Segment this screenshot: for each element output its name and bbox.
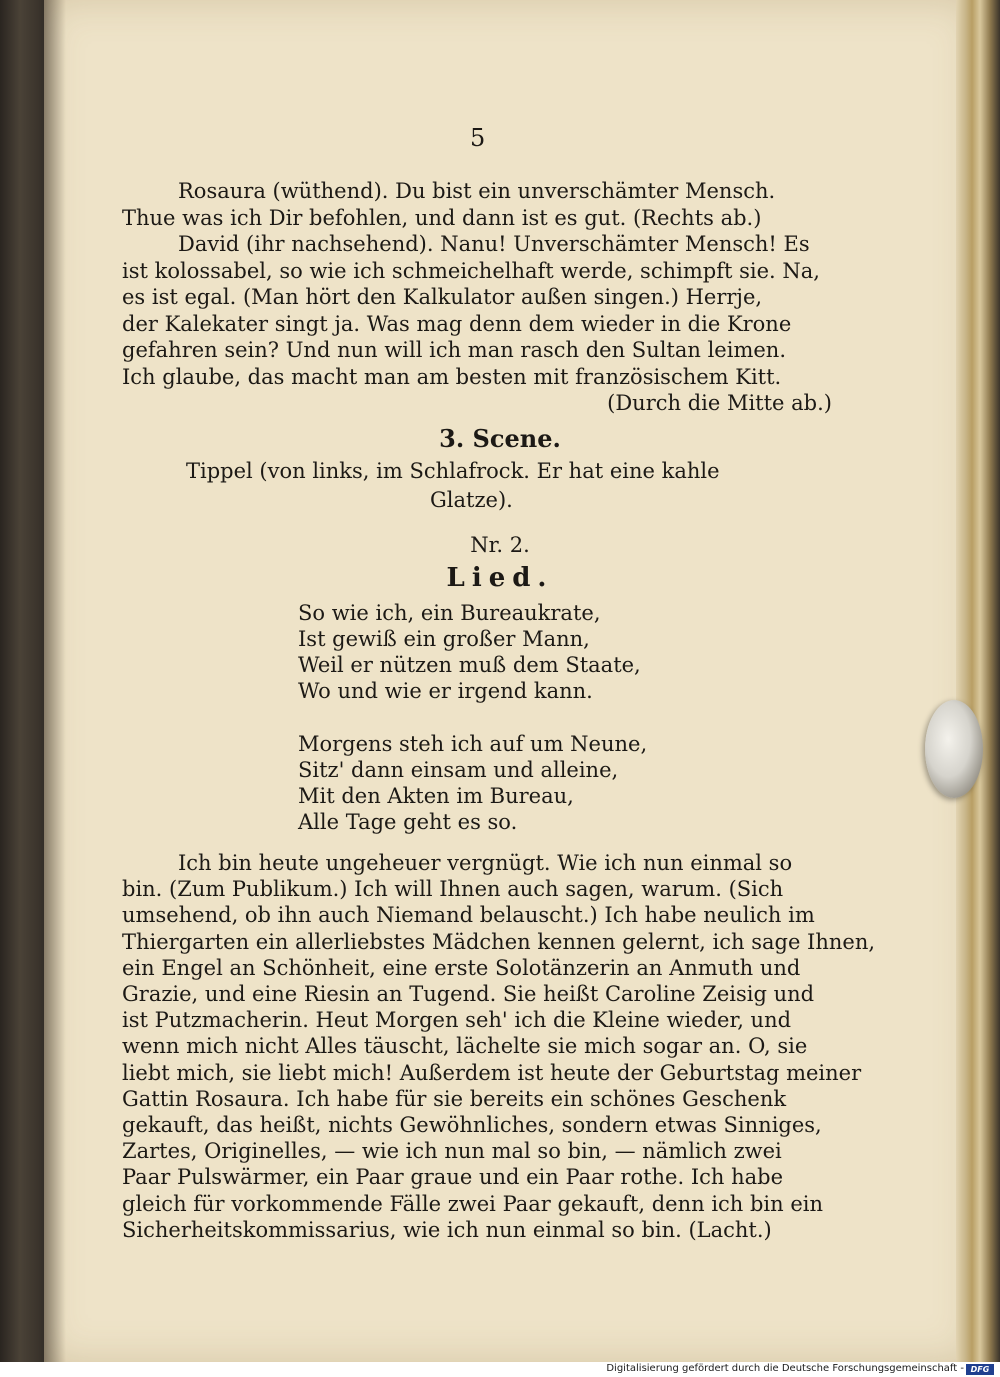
text-line: gleich für vorkommende Fälle zwei Paar gekauft, denn ich bin ein: [122, 1191, 824, 1216]
verse-line: Wo und wie er irgend kann.: [298, 679, 593, 703]
text-line: Zartes, Originelles, — wie ich nun mal so bin, — nämlich zwei: [122, 1139, 782, 1164]
verse-stanza-2: [298, 731, 647, 835]
text-line: umsehend, ob ihn auch Niemand belauscht.) Ich habe neulich im: [122, 903, 815, 928]
text-line: Rosaura (wüthend). Du bist ein unverschämter Mensch.: [178, 179, 776, 203]
page-number: 5: [470, 124, 486, 152]
scanner-thumb-shadow: [925, 700, 983, 798]
text-line: gekauft, das heißt, nichts Gewöhnliches, sondern etwas Sinniges,: [122, 1113, 822, 1138]
text-line: ein Engel an Schönheit, eine erste Solotänzerin an Anmuth und: [122, 955, 801, 980]
text-line: David (ihr nachsehend). Nanu! Unverschämter Mensch! Es: [178, 232, 810, 256]
page-edge: [956, 0, 1000, 1362]
dfg-funding-notice: Digitalisierung gefördert durch die Deutsche Forschungsgemeinschaft -: [606, 1363, 964, 1374]
dfg-logo-icon: DFG: [966, 1364, 994, 1375]
text-line: ist Putzmacherin. Heut Morgen seh' ich die Kleine wieder, und: [122, 1008, 792, 1033]
stage-direction: Tippel (von links, im Schlafrock. Er hat eine kahle: [186, 459, 720, 483]
text-line: ist kolossabel, so wie ich schmeichelhaft werde, schimpft sie. Na,: [122, 258, 820, 283]
text-line: Thiergarten ein allerliebstes Mädchen kennen gelernt, ich sage Ihnen,: [122, 929, 876, 954]
stage-direction-continued: Glatze).: [430, 488, 513, 512]
text-line: bin. (Zum Publikum.) Ich will Ihnen auch sagen, warum. (Sich: [122, 877, 784, 902]
text-line: es ist egal. (Man hört den Kalkulator außen singen.) Herrje,: [122, 285, 763, 309]
verse-line: Ist gewiß ein großer Mann,: [298, 627, 590, 651]
verse-stanza-1: [298, 600, 641, 704]
text-line: gefahren sein? Und nun will ich man rasch den Sultan leimen.: [122, 338, 786, 362]
text-line: liebt mich, sie liebt mich! Außerdem ist heute der Geburtstag meiner: [122, 1060, 862, 1085]
text-line: Ich glaube, das macht man am besten mit französischem Kitt.: [122, 364, 782, 389]
song-title: Lied.: [446, 563, 554, 593]
paragraph-dialogue: [122, 178, 842, 417]
scene-heading: 3. Scene.: [439, 424, 561, 453]
verse-line: So wie ich, ein Bureaukrate,: [298, 601, 601, 625]
verse-line: Sitz' dann einsam und alleine,: [298, 758, 619, 782]
text-line: Ich bin heute ungeheuer vergnügt. Wie ich nun einmal so: [178, 851, 793, 875]
text-line: Grazie, und eine Riesin an Tugend. Sie heißt Caroline Zeisig und: [122, 982, 815, 1007]
text-line: Thue was ich Dir befohlen, und dann ist es gut. (Rechts ab.): [122, 205, 762, 230]
text-line: der Kalekater singt ja. Was mag denn dem wieder in die Krone: [122, 311, 792, 336]
text-line: wenn mich nicht Alles täuscht, lächelte sie mich sogar an. O, sie: [122, 1034, 808, 1059]
number-label: Nr. 2.: [470, 533, 530, 557]
verse-line: Morgens steh ich auf um Neune,: [298, 732, 648, 756]
text-line: Sicherheitskommissarius, wie ich nun einmal so bin. (Lacht.): [122, 1217, 772, 1242]
stage-exit: (Durch die Mitte ab.): [607, 391, 832, 415]
verse-line: Weil er nützen muß dem Staate,: [298, 653, 641, 677]
text-line: Gattin Rosaura. Ich habe für sie bereits ein schönes Geschenk: [122, 1086, 787, 1111]
verse-line: Alle Tage geht es so.: [298, 810, 518, 834]
verse-line: Mit den Akten im Bureau,: [298, 784, 574, 808]
page-gutter-shadow: [44, 0, 66, 1362]
paragraph-monologue: [122, 850, 876, 1243]
text-line: Paar Pulswärmer, ein Paar graue und ein Paar rothe. Ich habe: [122, 1165, 784, 1190]
